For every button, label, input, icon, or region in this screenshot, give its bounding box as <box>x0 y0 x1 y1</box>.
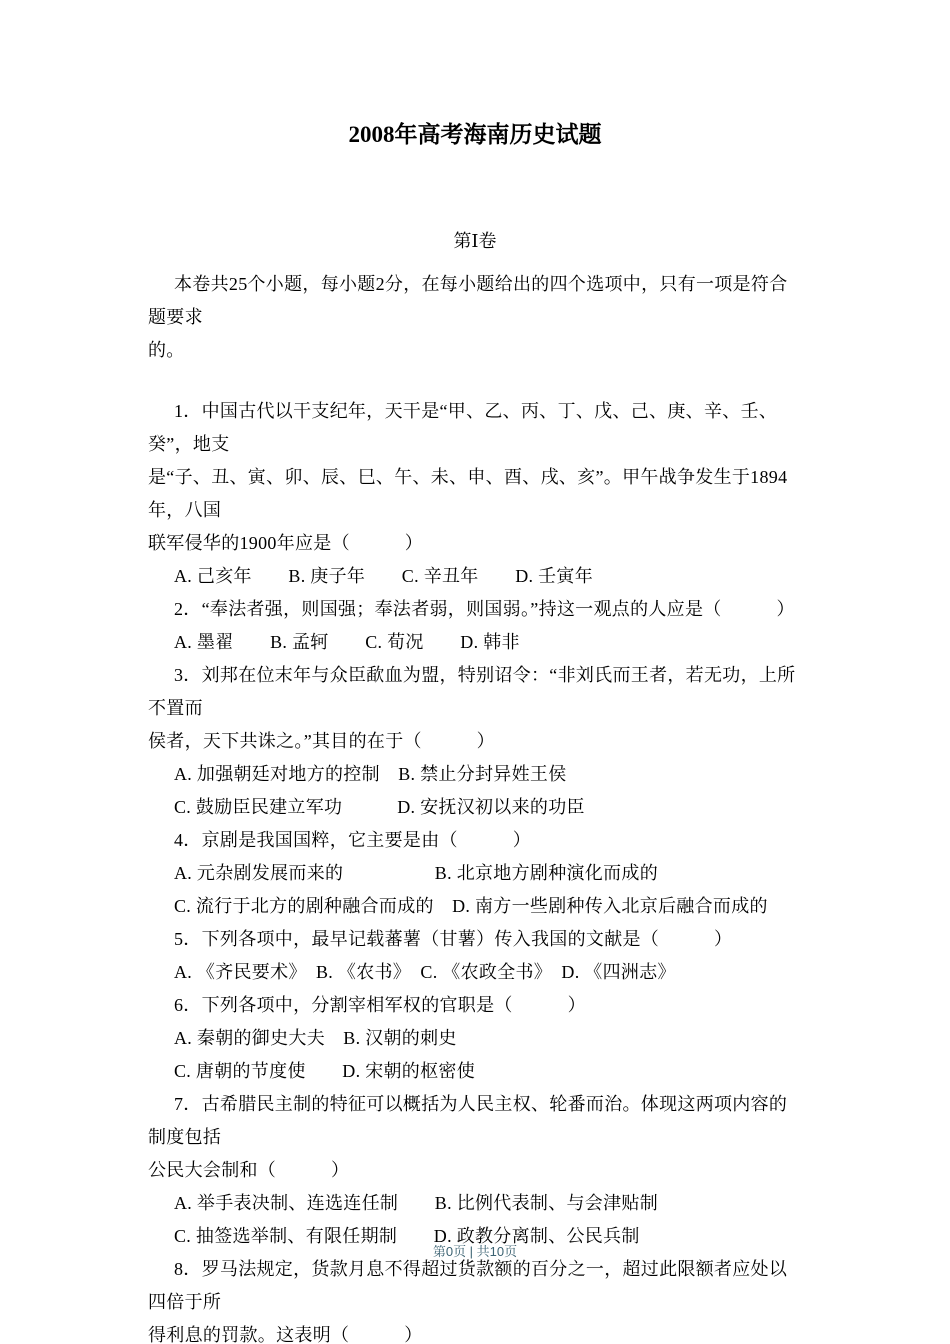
question-stem-line: 4．京剧是我国国粹，它主要是由（ ） <box>174 830 531 850</box>
question-stem-line: 得利息的罚款。这表明（ ） <box>148 1325 423 1344</box>
question-8 <box>148 1253 802 1344</box>
question-stem-line: 公民大会制和（ ） <box>148 1160 350 1180</box>
option-line: A. 加强朝廷对地方的控制 B. 禁止分封异姓王侯 <box>174 764 567 784</box>
option-line: C. 抽签选举制、有限任期制 D. 政教分离制、公民兵制 <box>174 1226 640 1246</box>
intro-paragraph <box>148 268 802 367</box>
question-stem-line: 8．罗马法规定，货款月息不得超过货款额的百分之一，超过此限额者应处以四倍于所 <box>148 1259 788 1312</box>
question-6 <box>148 989 802 1088</box>
page-number-label: 第0页 | 共10页 <box>432 1244 518 1259</box>
option-line: A. 秦朝的御史大夫 B. 汉朝的刺史 <box>174 1028 457 1048</box>
question-stem-line: 是“子、丑、寅、卯、辰、巳、午、未、申、酉、戌、亥”。甲午战争发生于1894年，八国 <box>148 467 788 520</box>
question-1 <box>148 395 802 593</box>
question-stem-line: 2．“奉法者强，则国强；奉法者弱，则国弱。”持这一观点的人应是（ ） <box>174 599 795 619</box>
question-stem-line: 7．古希腊民主制的特征可以概括为人民主权、轮番而治。体现这两项内容的制度包括 <box>148 1094 788 1147</box>
option-line: A. 《齐民要术》 B. 《农书》 C. 《农政全书》 D. 《四洲志》 <box>174 962 676 982</box>
page-footer <box>0 1241 950 1260</box>
question-stem-line: 3．刘邦在位末年与众臣歃血为盟，特别诏令：“非刘氏而王者，若无功，上所不置而 <box>148 665 796 718</box>
question-stem-line: 6．下列各项中，分割宰相军权的官职是（ ） <box>174 995 586 1015</box>
question-3 <box>148 659 802 824</box>
intro-line: 的。 <box>148 340 185 360</box>
question-stem-line: 联军侵华的1900年应是（ ） <box>148 533 424 553</box>
option-line: A. 元杂剧发展而来的 B. 北京地方剧种演化而成的 <box>174 863 659 883</box>
questions-list <box>148 395 802 1344</box>
intro-line: 本卷共25个小题，每小题2分，在每小题给出的四个选项中，只有一项是符合题要求 <box>148 274 788 327</box>
question-stem-line: 1．中国古代以干支纪年，天干是“甲、乙、丙、丁、戊、己、庚、辛、壬、癸”，地支 <box>148 401 778 454</box>
question-4 <box>148 824 802 923</box>
question-stem-line: 5．下列各项中，最早记载蕃薯（甘薯）传入我国的文献是（ ） <box>174 929 733 949</box>
option-line: A. 墨翟 B. 孟轲 C. 荀况 D. 韩非 <box>174 632 520 652</box>
question-7 <box>148 1088 802 1253</box>
option-line: A. 举手表决制、连选连任制 B. 比例代表制、与会津贴制 <box>174 1193 659 1213</box>
page-title: 2008年高考海南历史试题 <box>348 122 602 147</box>
option-line: C. 唐朝的节度使 D. 宋朝的枢密使 <box>174 1061 476 1081</box>
option-line: C. 鼓励臣民建立军功 D. 安抚汉初以来的功臣 <box>174 797 585 817</box>
section-heading: 第Ⅰ卷 <box>453 231 497 251</box>
question-2 <box>148 593 802 659</box>
question-5 <box>148 923 802 989</box>
question-stem-line: 侯者，天下共诛之。”其目的在于（ ） <box>148 731 495 751</box>
option-line: C. 流行于北方的剧种融合而成的 D. 南方一些剧种传入北京后融合而成的 <box>174 896 768 916</box>
option-line: A. 己亥年 B. 庚子年 C. 辛丑年 D. 壬寅年 <box>174 566 594 586</box>
